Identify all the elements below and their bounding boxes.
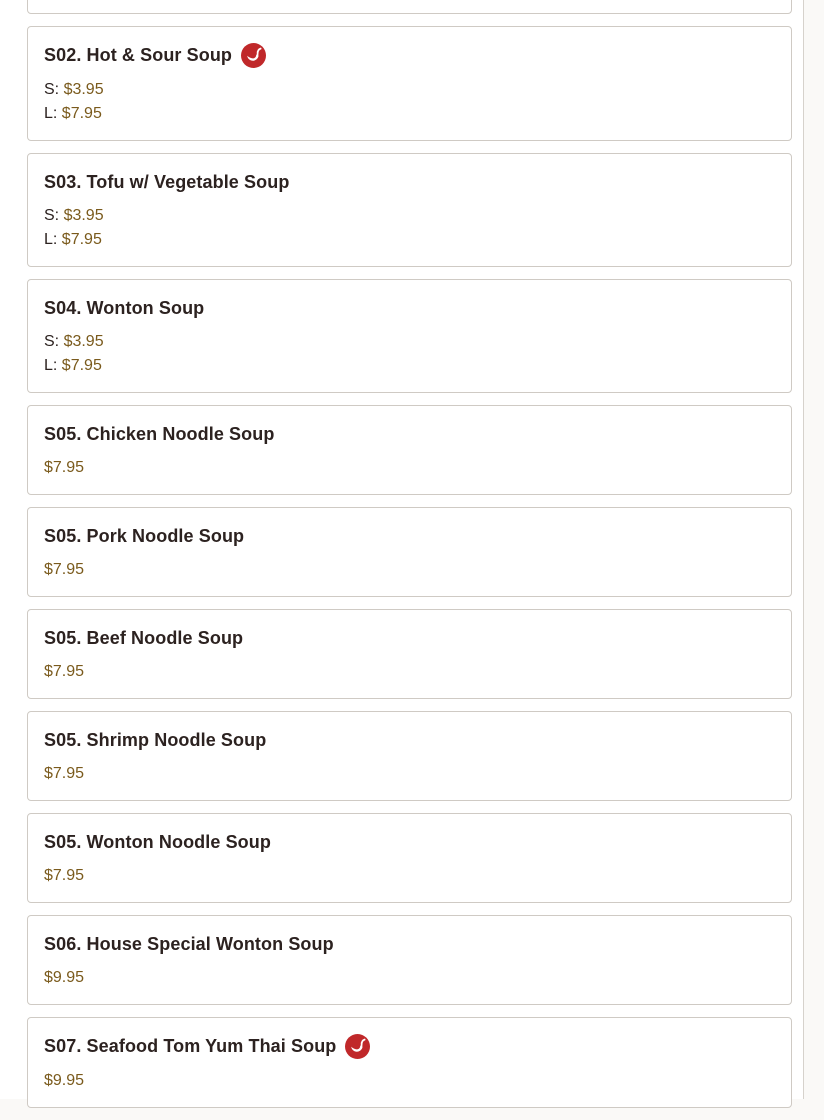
menu-item-name: S06. House Special Wonton Soup [44, 933, 334, 954]
menu-item-prices [44, 966, 775, 990]
menu-item-card[interactable] [27, 405, 792, 495]
menu-item-header [44, 524, 775, 548]
menu-item-header [44, 830, 775, 854]
menu-item-name: S05. Chicken Noodle Soup [44, 423, 275, 444]
price-line [44, 78, 775, 102]
menu-item-card[interactable] [27, 0, 792, 14]
price-value: $9.95 [44, 1072, 85, 1089]
menu-item-card[interactable] [27, 507, 792, 597]
menu-item-prices [44, 660, 775, 684]
menu-item-name: S02. Hot & Sour Soup [44, 45, 233, 65]
menu-item-header [44, 170, 775, 194]
menu-item-prices [44, 1069, 775, 1093]
menu-item-name: S07. Seafood Tom Yum Thai Soup [44, 1036, 337, 1056]
menu-item-header [44, 626, 775, 650]
menu-item-card[interactable] [27, 609, 792, 699]
menu-item-name: S04. Wonton Soup [44, 297, 205, 318]
size-label: L: [44, 105, 62, 122]
price-value: $7.95 [61, 357, 102, 374]
menu-item-card[interactable] [27, 279, 792, 393]
price-value: $7.95 [44, 561, 85, 578]
price-value: $7.95 [61, 105, 102, 122]
menu-item-list [27, 0, 792, 1120]
spicy-pepper-icon [241, 43, 266, 68]
price-line [44, 966, 775, 990]
price-line [44, 354, 775, 378]
price-value: $3.95 [63, 333, 104, 350]
menu-item-prices [44, 78, 775, 126]
spicy-pepper-icon [345, 1034, 370, 1059]
menu-item-name: S03. Tofu w/ Vegetable Soup [44, 171, 290, 192]
menu-item-card[interactable] [27, 915, 792, 1005]
price-line [44, 660, 775, 684]
price-value: $7.95 [44, 765, 85, 782]
price-line [44, 762, 775, 786]
price-value: $7.95 [44, 867, 85, 884]
menu-item-header [44, 932, 775, 956]
size-label: L: [44, 231, 62, 248]
price-value: $7.95 [44, 459, 85, 476]
menu-item-prices [44, 762, 775, 786]
menu-item-name: S05. Pork Noodle Soup [44, 525, 245, 546]
menu-item-card[interactable] [27, 711, 792, 801]
menu-item-name: S05. Beef Noodle Soup [44, 627, 244, 648]
menu-item-card[interactable] [27, 1017, 792, 1108]
menu-item-card[interactable] [27, 26, 792, 141]
menu-item-prices [44, 330, 775, 378]
price-value: $3.95 [63, 207, 104, 224]
menu-item-header [44, 43, 775, 68]
menu-item-header [44, 296, 775, 320]
price-value: $3.95 [63, 81, 104, 98]
menu-item-header [44, 728, 775, 752]
menu-item-prices [44, 864, 775, 888]
price-line [44, 864, 775, 888]
size-label: S: [44, 81, 64, 98]
size-label: L: [44, 357, 62, 374]
menu-item-name: S05. Wonton Noodle Soup [44, 831, 271, 852]
price-value: $7.95 [44, 663, 85, 680]
price-line [44, 228, 775, 252]
price-line [44, 330, 775, 354]
size-label: S: [44, 333, 64, 350]
menu-item-prices [44, 558, 775, 582]
menu-item-prices [44, 456, 775, 480]
size-label: S: [44, 207, 64, 224]
price-line [44, 102, 775, 126]
menu-item-header [44, 422, 775, 446]
price-value: $7.95 [61, 231, 102, 248]
menu-item-card[interactable] [27, 153, 792, 267]
price-value: $9.95 [44, 969, 85, 986]
menu-item-header [44, 1034, 775, 1059]
price-line [44, 1069, 775, 1093]
price-line [44, 456, 775, 480]
price-line [44, 204, 775, 228]
menu-item-prices [44, 204, 775, 252]
price-line [44, 558, 775, 582]
menu-item-card[interactable] [27, 813, 792, 903]
menu-item-name: S05. Shrimp Noodle Soup [44, 729, 267, 750]
